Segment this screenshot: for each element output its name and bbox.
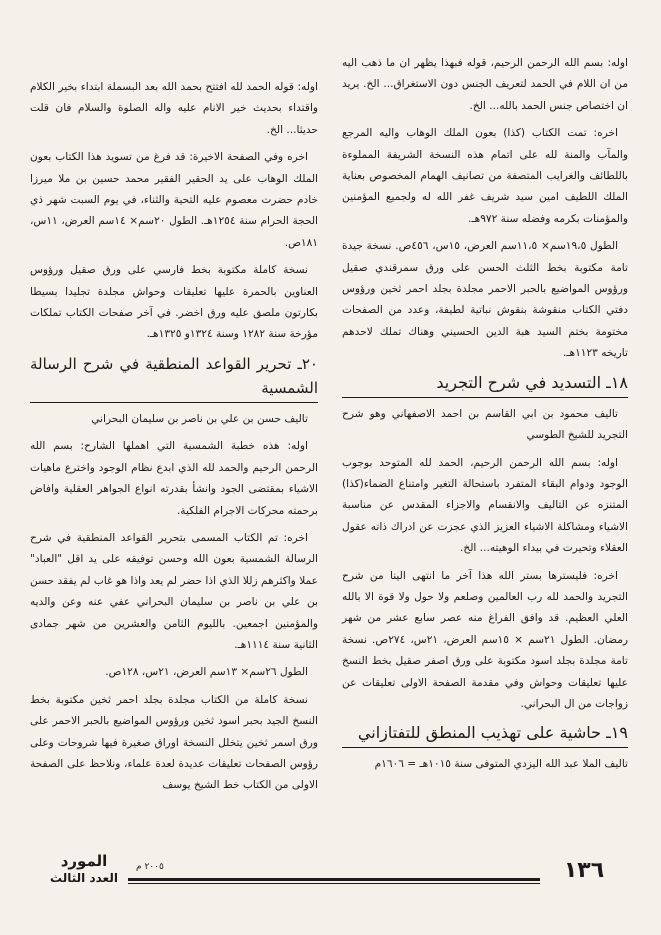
footer-rule-thin	[128, 883, 540, 884]
paragraph: اخره وفي الصفحة الاخيرة: قد فرغ من تسويد هذا الكتاب بعون الملك الوهاب على يد الحقير الفقير محمد حسين بن ملا ميرزا خادم حضرت معصوم عليه التحية والثناء، في يوم السبت شهر ذي الحجة الحرام سنة ١٢٥٤هـ. الطول ٢٠سم× ١٤سم العرض، ١١س، ١٨١ص.	[30, 151, 318, 249]
paragraph: تاليف محمود بن ابي القاسم بن احمد الاصفهاني وهو شرح التجريد للشيخ الطوسي	[342, 407, 628, 442]
paragraph: الطول ١٩،٥سم× ١١،٥سم العرض، ١٥س، ٤٥٦ص. نسخة جيدة تامة مكتوبة بخط الثلث الحسن على ورق سمرقندي صقيل ورؤوس المواضيع بالحبر الاحمر مجلدة بجلد احمر ثخين ورؤوس دفتي الكتاب منقوشة بنقوش نباتية لطيفة، وعدد من الصفحات مختومة بختم السيد هبة الدين الحسيني وهناك تملك لاحدهم تاريخه ١١٢٣هـ.	[342, 240, 628, 360]
footer-rule	[128, 878, 540, 881]
section-heading-18: ١٨ـ التسديد في شرح التجريد	[342, 371, 628, 398]
paragraph: اوله: هذه خطبة الشمسية التي اهملها الشارح: بسم الله الرحمن الرحيم والحمد لله الذي ابدع نظام الوجود واخترع ماهيات الاشياء بمقتضى الجود وانشأ بقدرته انواع الجواهر العقلية وافاض برحمته محركات الاجرام الفلكية.	[30, 440, 318, 517]
journal-issue: العدد الثالث	[50, 871, 118, 885]
paragraph: اوله: بسم الله الرحمن الرحيم، الحمد لله المتوحد بوجوب الوجود ودوام البقاء المتفرد باستحالة التغير وامتناع الضماء(كذا) المتنزه عن التاليف والانقسام والاجزاء المقدس عن مناسبة الاشياء ومشاكلة الاشياء العزيز الذي عجزت عن ادراك ذاته عقول العقلاء وتحيرت في بيداء الوهيته... الخ.	[342, 456, 628, 555]
paragraph: اخره: تمت الكتاب (كذا) بعون الملك الوهاب واليه المرجع والمآب والمنة لله على اتمام هذه النسخة الشريفة المملوءة باللطائف والغرايب المتصفة من تصانيف الهمام المخصوص بعناية الملك اللطيف امين سيد شريف غفر الله له ولجميع المؤمنين والمؤمنات بكرمه وفضله سنة ٩٧٢هـ.	[342, 127, 628, 225]
journal-year: ٢٠٠٥ م	[136, 862, 164, 872]
paragraph: اخره: فليسترها بستر الله هذا آخر ما انتهى الينا من شرح التجريد والحمد لله رب العالمين وصلعم ولا حول ولا قوة الا بالله العلي العظيم. قد وافق الفراغ منه عصر سابع عشر من شهر رمضان. الطول ٢١سم × ١٥سم العرض، ٢١س، ٢٧٤ص. نسخة تامة مجلدة بجلد اسود مكتوبة على ورق اصفر صقيل بخط النسخ عليها تعليقات وحواش وفي مقدمة الصفحة الاولى تعليقات عن زواجات من ال البحراني.	[342, 569, 628, 710]
section-heading-20: ٢٠ـ تحرير القواعد المنطقية في شرح الرسالة الشمسية	[30, 352, 318, 403]
paragraph: اخره: تم الكتاب المسمى بتحرير القواعد المنطقية في شرح الرسالة الشمسية بعون الله وحسن توفيقه على يد اقل "العباد" عملا واكثرهم زللا الذي اذا حضر لم يعد واذا هو غاب لم يفقد حسن بن علي بن ناصر بن سليمان البحراني عفي عنه وعن والديه والمؤمنين اجمعين. بالليوم الثامن والعشرين من شهر جمادى الثانية سنة ١١١٤هـ.	[30, 531, 318, 651]
paragraph: نسخة كاملة مكتوبة بخط فارسي على ورق صقيل ورؤوس العناوين بالحمرة عليها تعليقات وحواش مجلدة تجليدا بسيطا بكارتون ملصق عليه ورق اخضر. في آخر صفحات الكتاب تملكات مؤرخة سنة ١٢٨٢ وسنة ١٣٢٤و ١٣٢٥هـ.	[30, 264, 318, 341]
journal-logo	[34, 852, 134, 886]
left-column	[30, 77, 318, 803]
paragraph: الطول ٢٦سم× ١٣سم العرض، ٢١س، ١٢٨ص.	[105, 666, 308, 679]
journal-name: المورد	[60, 852, 108, 870]
paragraph: تاليف الملا عبد الله اليزدي المتوفى سنة ١٠١٥هـ = ١٦٠٦م	[374, 758, 628, 771]
section-heading-19: ١٩ـ حاشية على تهذيب المنطق للتفتازاني	[342, 721, 628, 748]
page-footer	[34, 852, 630, 898]
paragraph: تاليف حسن بن علي بن ناصر بن سليمان البحراني	[91, 412, 308, 425]
paragraph: اوله: قوله الحمد لله افتتح بحمد الله بعد البسملة ابتداء بخير الكلام واقتداء بحديث خير الانام عليه واله الصلوة والسلام فان قلت حديثا... الخ.	[30, 81, 318, 136]
right-column	[342, 53, 628, 782]
paragraph: نسخة كاملة من الكتاب مجلدة بجلد احمر ثخين مكتوبة بخط النسخ الجيد بحبر اسود ثخين ورؤوس المواضيع بالحبر الاحمر على ورق اسمر ثخين يتخلل النسخة اوراق صغيرة فيها شروحات وعلى رؤوس الصفحات تعليقات عديدة لعدة علماء، ونلاحظ على الصفحة الاولى من الكتاب خط الشيخ يوسف	[30, 693, 318, 792]
paragraph: اوله: بسم الله الرحمن الرحيم، قوله فبهذا يظهر ان ما ذهب اليه من ان اللام في الحمد لتعريف الجنس دون الاستغراق... الخ. يريد ان اختصاص جنس الحمد بالله... الخ.	[342, 57, 628, 112]
page-number: ١٣٦	[563, 858, 605, 883]
